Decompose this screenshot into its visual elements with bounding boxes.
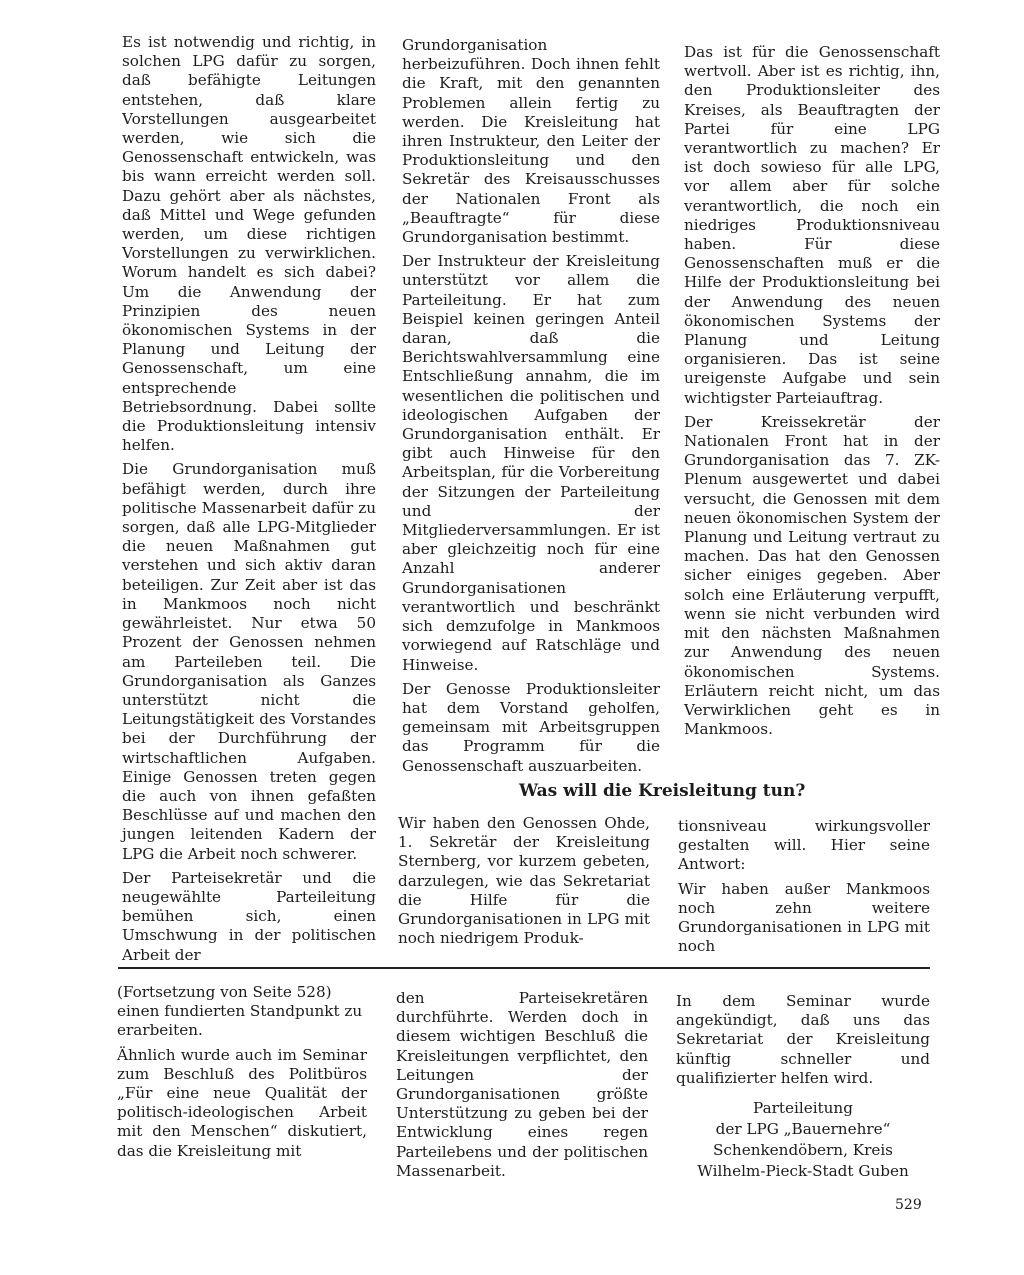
column-3-section [678, 817, 930, 956]
paragraph: (Fortsetzung von Seite 528) einen fundierten Standpunkt zu erarbeiten. [117, 983, 363, 1040]
column-1 [122, 33, 376, 965]
section-heading: Was will die Kreisleitung tun? [519, 781, 806, 801]
signature-line: Parteileitung [753, 1099, 853, 1118]
divider [118, 967, 930, 969]
page-number: 529 [895, 1197, 922, 1213]
paragraph: den Parteisekretären durchführte. Werden doch in diesem wichtigen Beschluß die Kreisleitungen verpflichtet, den Leitungen der Grundorganisationen größte Unterstützung zu geben bei der Entwicklung eines regen Parteilebens und der politischen Massenarbeit. [396, 989, 648, 1180]
column-3 [684, 43, 940, 739]
bottom-column-2 [396, 989, 648, 1181]
signature-line: der LPG „Bauernehre“ [715, 1120, 891, 1139]
column-2-section [398, 814, 650, 948]
paragraph: Wir haben außer Mankmoos noch zehn weitere Grundorganisationen in LPG mit noch [678, 879, 930, 956]
signature-line: Wilhelm-Pieck-Stadt Guben [697, 1162, 909, 1181]
paragraph: Ähnlich wurde auch im Seminar zum Beschluß des Politbüros „Für eine neue Qualität der politisch-ideologischen Arbeit mit den Menschen“ diskutiert, das die Kreisleitung mit [117, 1045, 367, 1160]
signature-block [676, 1098, 930, 1182]
signature-line: Schenkendöbern, Kreis [713, 1141, 893, 1160]
column-2 [402, 36, 660, 776]
bottom-column-1 [117, 983, 367, 1161]
bottom-column-3 [676, 992, 930, 1182]
paragraph: Es ist notwendig und richtig, in solchen LPG dafür zu sorgen, daß befähigte Leitungen entstehen, daß klare Vorstellungen ausgearbeitet werden, wie sich die Genossenschaft entwickeln, was bis wann erreicht werden soll. Dazu gehört aber als nächstes, daß Mittel und Wege gefunden werden, um diese richtigen Vorstellungen zu verwirklichen. Worum handelt es sich dabei? Um die Anwendung der Prinzipien des neuen ökonomischen Systems in der Planung und Leitung der Genossenschaft, um eine entsprechende Betriebsordnung. Dabei sollte die Produktionsleitung intensiv helfen. [122, 33, 376, 455]
paragraph: In dem Seminar wurde angekündigt, daß uns das Sekretariat der Kreisleitung künftig schneller und qualifizierter helfen wird. [676, 992, 930, 1087]
paragraph: Der Instrukteur der Kreisleitung unterstützt vor allem die Parteileitung. Er hat zum Beispiel keinen geringen Anteil daran, daß die Berichtswahlversammlung eine Entschließung annahm, die im wesentlichen die politischen und ideologischen Aufgaben der Grundorganisation enthält. Er gibt auch Hinweise für den Arbeitsplan, für die Vorbereitung der Sitzungen der Parteileitung und der Mitgliederversammlungen. Er ist aber gleichzeitig noch für eine Anzahl anderer Grundorganisationen verantwortlich und beschränkt sich demzufolge in Mankmoos vorwiegend auf Ratschläge und Hinweise. [402, 252, 660, 674]
paragraph: Grundorganisation herbeizuführen. Doch ihnen fehlt die Kraft, mit den genannten Problemen allein fertig zu werden. Die Kreisleitung hat ihren Instrukteur, den Leiter der Produktionsleitung und den Sekretär des Kreisausschusses der Nationalen Front als „Beauftragte“ für diese Grundorganisation bestimmt. [402, 36, 660, 247]
paragraph: Der Genosse Produktionsleiter hat dem Vorstand geholfen, gemeinsam mit Arbeitsgruppen das Programm für die Genossenschaft auszuarbeiten. [402, 679, 660, 775]
paragraph: tionsniveau wirkungsvoller gestalten will. Hier seine Antwort: [678, 817, 930, 874]
paragraph: Der Kreissekretär der Nationalen Front hat in der Grundorganisation das 7. ZK-Plenum ausgewertet und dabei versucht, die Genossen mit dem neuen ökonomischen System der Planung und Leitung vertraut zu machen. Das hat den Genossen sicher einiges gegeben. Aber solch eine Erläuterung verpufft, wenn sie nicht verbunden wird mit den nächsten Maßnahmen zur Anwendung des neuen ökonomischen Systems. Erläutern reicht nicht, um das Verwirklichen geht es in Mankmoos. [684, 412, 940, 739]
paragraph: Wir haben den Genossen Ohde, 1. Sekretär der Kreisleitung Sternberg, vor kurzem gebeten, darzulegen, wie das Sekretariat die Hilfe für die Grundorganisationen in LPG mit noch niedrigem Produk- [398, 814, 650, 948]
paragraph: Das ist für die Genossenschaft wertvoll. Aber ist es richtig, ihn, den Produktionsleiter des Kreises, als Beauftragten der Partei für eine LPG verantwortlich zu machen? Er ist doch sowieso für alle LPG, vor allem aber für solche verantwortlich, die noch ein niedriges Produktionsniveau haben. Für diese Genossenschaften muß er die Hilfe der Produktionsleitung bei der Anwendung des neuen ökonomischen Systems der Planung und Leitung organisieren. Das ist seine ureigenste Aufgabe und sein wichtigster Parteiauftrag. [684, 43, 940, 407]
paragraph: Die Grundorganisation muß befähigt werden, durch ihre politische Massenarbeit dafür zu sorgen, daß alle LPG-Mitglieder die neuen Maßnahmen gut verstehen und sich aktiv daran beteiligen. Zur Zeit aber ist das in Mankmoos noch nicht gewährleistet. Nur etwa 50 Prozent der Genossen nehmen am Parteileben teil. Die Grundorganisation als Ganzes unterstützt nicht die Leitungstätigkeit des Vorstandes bei der Durchführung der wirtschaftlichen Aufgaben. Einige Genossen treten gegen die auch von ihnen gefaßten Beschlüsse auf und machen den jungen leitenden Kadern der LPG die Arbeit noch schwerer. [122, 460, 376, 863]
paragraph: Der Parteisekretär und die neugewählte Parteileitung bemühen sich, einen Umschwung in der politischen Arbeit der [122, 868, 376, 964]
